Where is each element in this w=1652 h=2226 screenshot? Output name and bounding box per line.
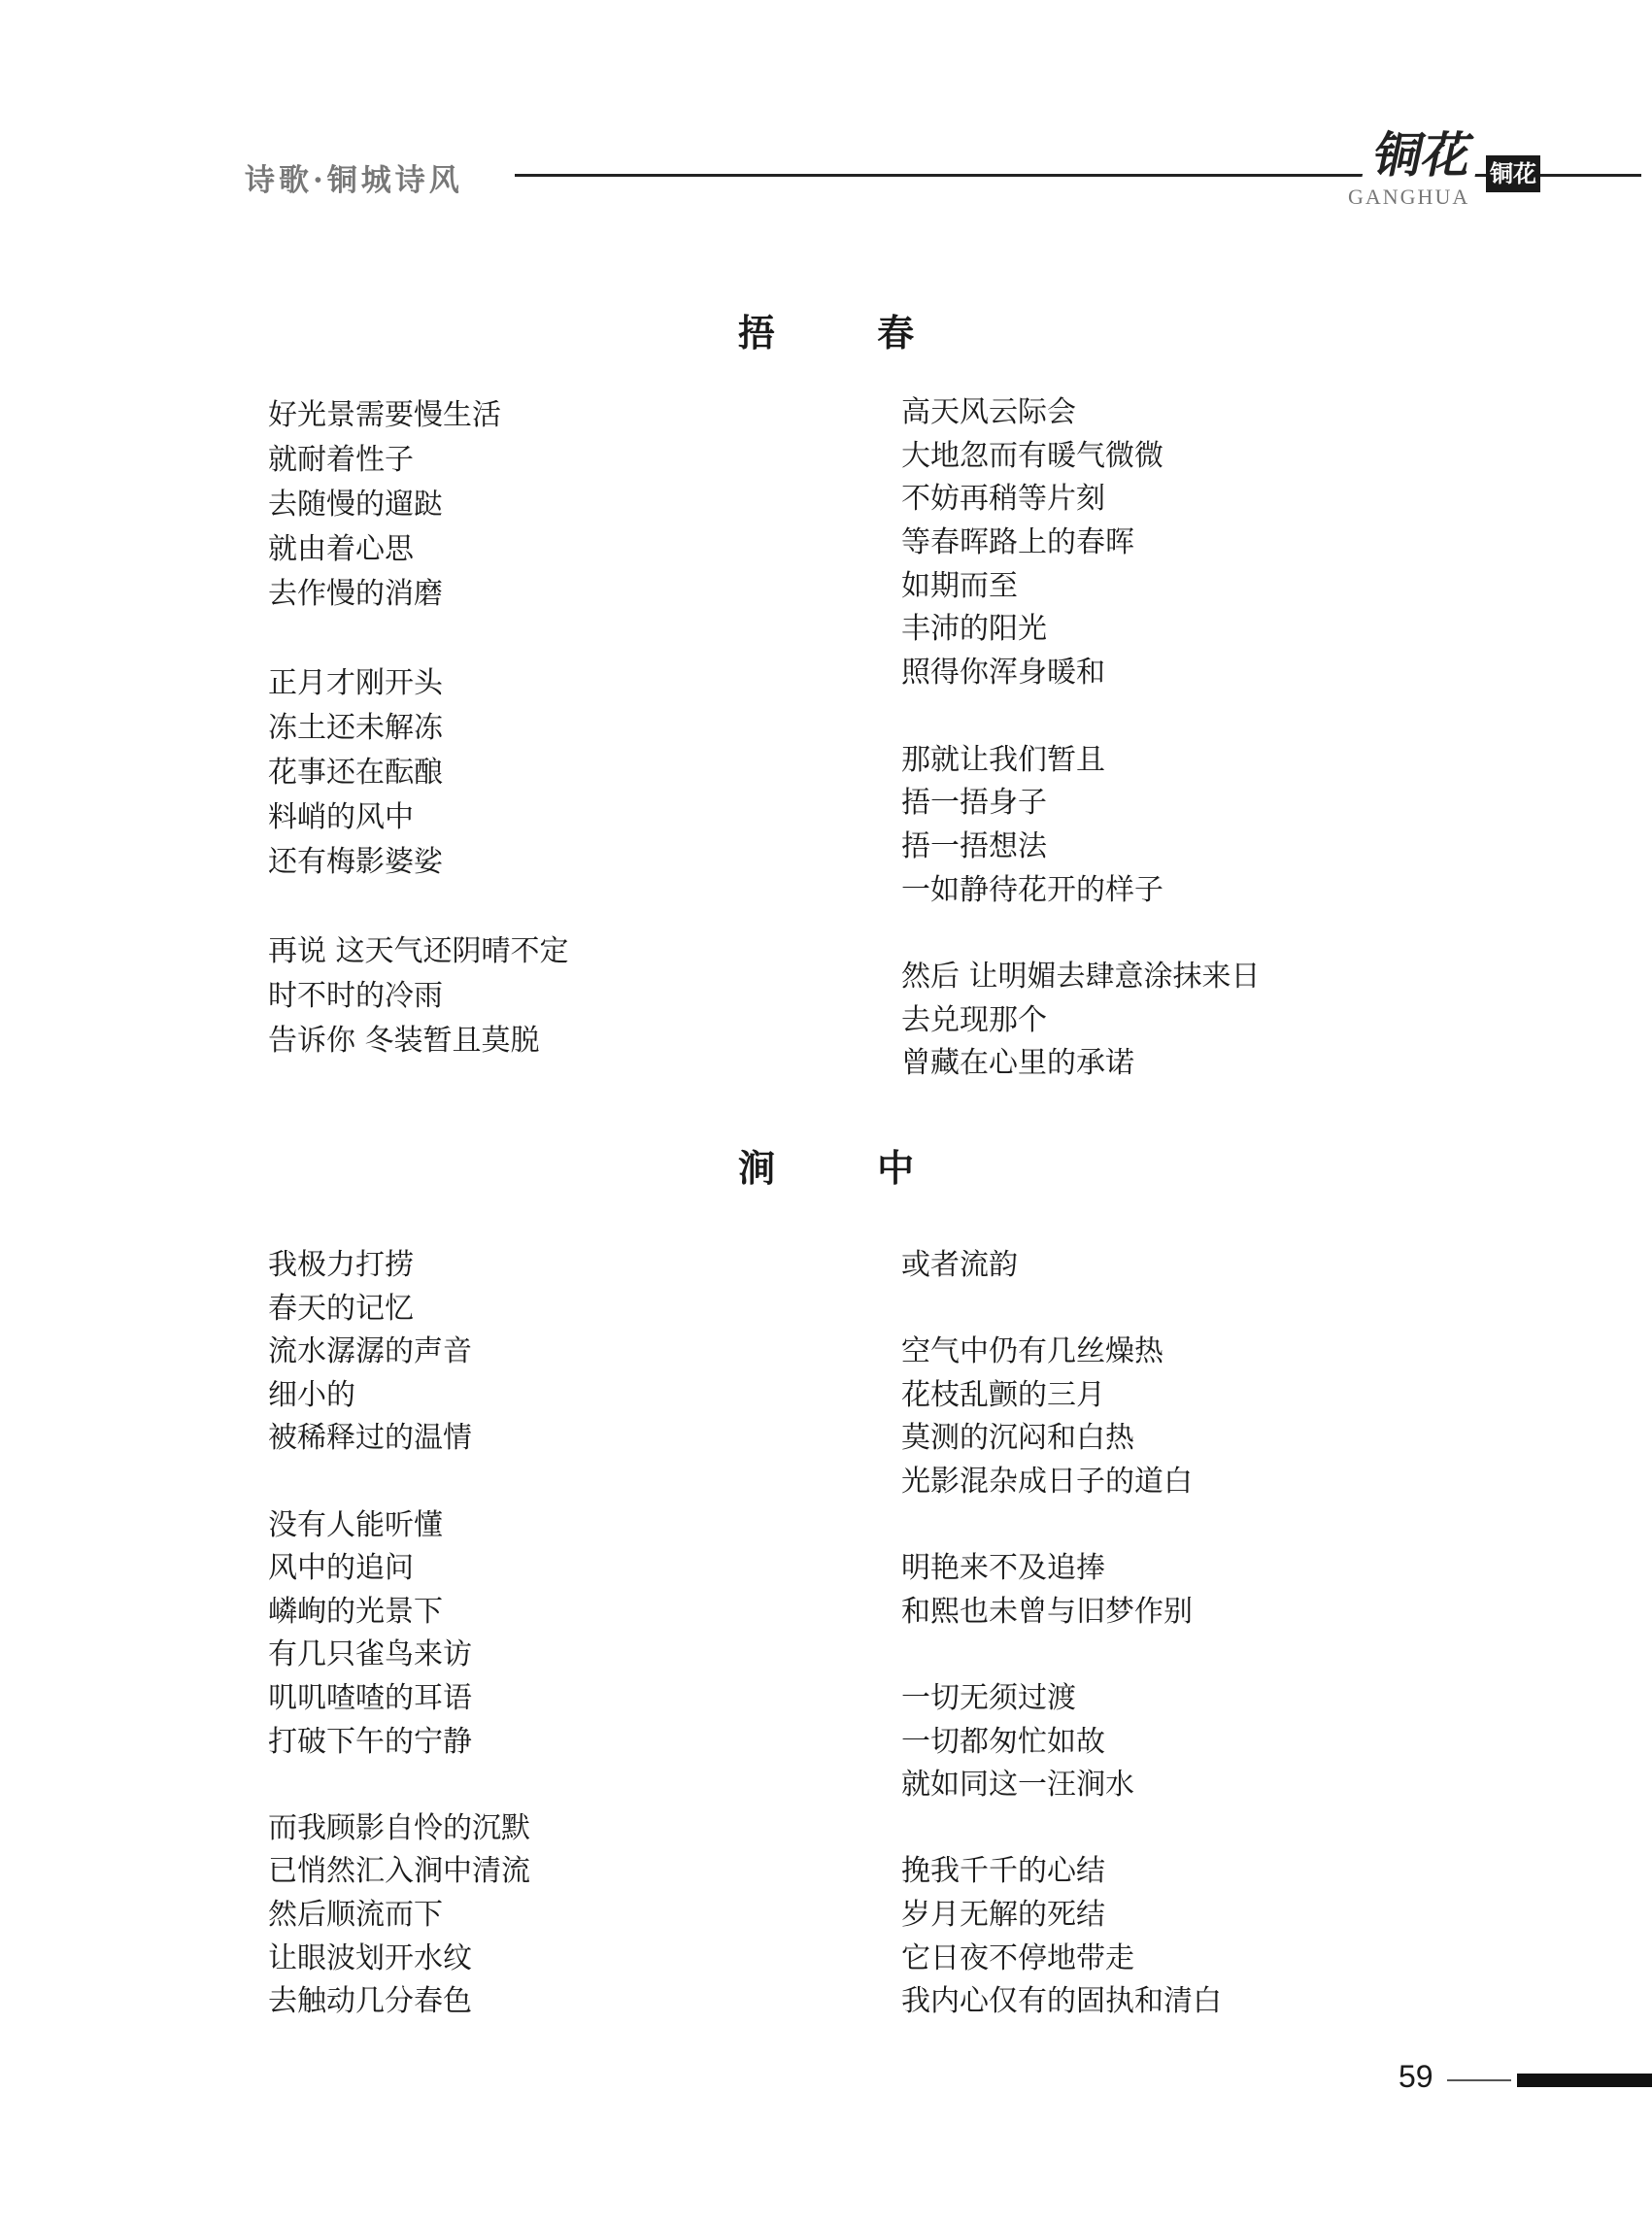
magazine-logo — [1332, 117, 1624, 214]
footer-line — [1447, 2079, 1511, 2081]
page-number: 59 — [1399, 2059, 1433, 2094]
poem-line: 没有人能听懂 — [268, 1507, 443, 1542]
poem-line: 已悄然汇入涧中清流 — [268, 1854, 530, 1889]
section-title: 诗歌·铜城诗风 — [245, 163, 463, 198]
poem-line: 被稀释过的温情 — [268, 1421, 472, 1456]
poem-line: 如期而至 — [901, 568, 1018, 603]
poem-title-2 — [0, 1138, 1652, 1192]
poem-line: 就耐着性子 — [268, 443, 414, 477]
poem-line: 曾藏在心里的承诺 — [901, 1046, 1134, 1081]
poem-line: 一切都匆忙如故 — [901, 1724, 1105, 1759]
logo-english: GANGHUA — [1344, 185, 1473, 210]
poem-line: 挽我千千的心结 — [901, 1854, 1105, 1889]
poem-line: 嶙峋的光景下 — [268, 1594, 443, 1629]
poem-line: 捂一捂身子 — [901, 786, 1047, 821]
poem-2-right-column — [901, 1244, 1503, 2024]
poem-line: 它日夜不停地带走 — [901, 1940, 1134, 1975]
poem-line: 就如同这一汪涧水 — [901, 1768, 1134, 1803]
poem-line: 和熙也未曾与旧梦作别 — [901, 1594, 1193, 1629]
poem-line: 就由着心思 — [268, 532, 414, 566]
poem-1-left-column — [268, 393, 870, 1063]
poem-line: 高天风云际会 — [901, 395, 1076, 429]
poem-1-right-column — [901, 391, 1503, 1086]
poem-line: 去兑现那个 — [901, 1002, 1047, 1037]
poem-line: 让眼波划开水纹 — [268, 1940, 472, 1975]
poem-line: 流水潺潺的声音 — [268, 1334, 472, 1369]
poem-line: 告诉你 冬装暂且莫脱 — [268, 1024, 540, 1058]
poem-line: 丰沛的阳光 — [901, 612, 1047, 647]
poem-2-left-column — [268, 1244, 870, 2024]
poem-line: 我极力打捞 — [268, 1248, 414, 1282]
logo-box: 铜花 — [1486, 155, 1540, 192]
poem-title-1 — [0, 303, 1652, 356]
poem-line: 去触动几分春色 — [268, 1984, 472, 2019]
poem-line: 正月才刚开头 — [268, 666, 443, 700]
poem-line: 岁月无解的死结 — [901, 1897, 1105, 1932]
poem-line: 而我顾影自怜的沉默 — [268, 1810, 530, 1845]
poem-line: 还有梅影婆娑 — [268, 845, 443, 879]
poem-line: 风中的追问 — [268, 1551, 414, 1586]
poem-line: 莫测的沉闷和白热 — [901, 1421, 1134, 1456]
poem-line: 大地忽而有暖气微微 — [901, 438, 1163, 473]
poem-line: 不妨再稍等片刻 — [901, 482, 1105, 517]
logo-chinese: 铜花 — [1360, 117, 1487, 186]
poem-line: 春天的记忆 — [268, 1291, 414, 1326]
poem-line: 好光景需要慢生活 — [268, 398, 501, 432]
poem-line: 去作慢的消磨 — [268, 577, 443, 611]
poem-line: 照得你浑身暖和 — [901, 656, 1105, 691]
poem-line: 然后 让明媚去肆意涂抹来日 — [901, 959, 1261, 994]
poem-title-2-text: 涧 中 — [737, 1146, 960, 1190]
poem-line: 有几只雀鸟来访 — [268, 1637, 472, 1672]
poem-line: 再说 这天气还阴晴不定 — [268, 934, 569, 968]
poem-line: 料峭的风中 — [268, 800, 414, 834]
poem-line: 去随慢的遛跶 — [268, 488, 443, 522]
poem-line: 捂一捂想法 — [901, 828, 1047, 863]
poem-line: 我内心仅有的固执和清白 — [901, 1984, 1222, 2019]
footer-bar — [1517, 2074, 1652, 2087]
poem-line: 花事还在酝酿 — [268, 756, 443, 790]
poem-line: 细小的 — [268, 1377, 355, 1412]
poem-line: 明艳来不及追捧 — [901, 1551, 1105, 1586]
poem-line: 叽叽喳喳的耳语 — [268, 1680, 472, 1715]
poem-line: 冻土还未解冻 — [268, 711, 443, 745]
poem-line: 然后顺流而下 — [268, 1897, 443, 1932]
poem-line: 那就让我们暂且 — [901, 742, 1105, 777]
poem-line: 一如静待花开的样子 — [901, 872, 1163, 907]
poem-line: 或者流韵 — [901, 1248, 1018, 1282]
poem-line: 打破下午的宁静 — [268, 1724, 472, 1759]
poem-line: 光影混杂成日子的道白 — [901, 1464, 1193, 1499]
poem-line: 空气中仍有几丝燥热 — [901, 1334, 1163, 1369]
poem-title-1-text: 捂 春 — [737, 311, 960, 354]
poem-line: 时不时的冷雨 — [268, 979, 443, 1013]
poem-line: 花枝乱颤的三月 — [901, 1377, 1105, 1412]
poem-line: 一切无须过渡 — [901, 1680, 1076, 1715]
poem-line: 等春晖路上的春晖 — [901, 525, 1134, 560]
